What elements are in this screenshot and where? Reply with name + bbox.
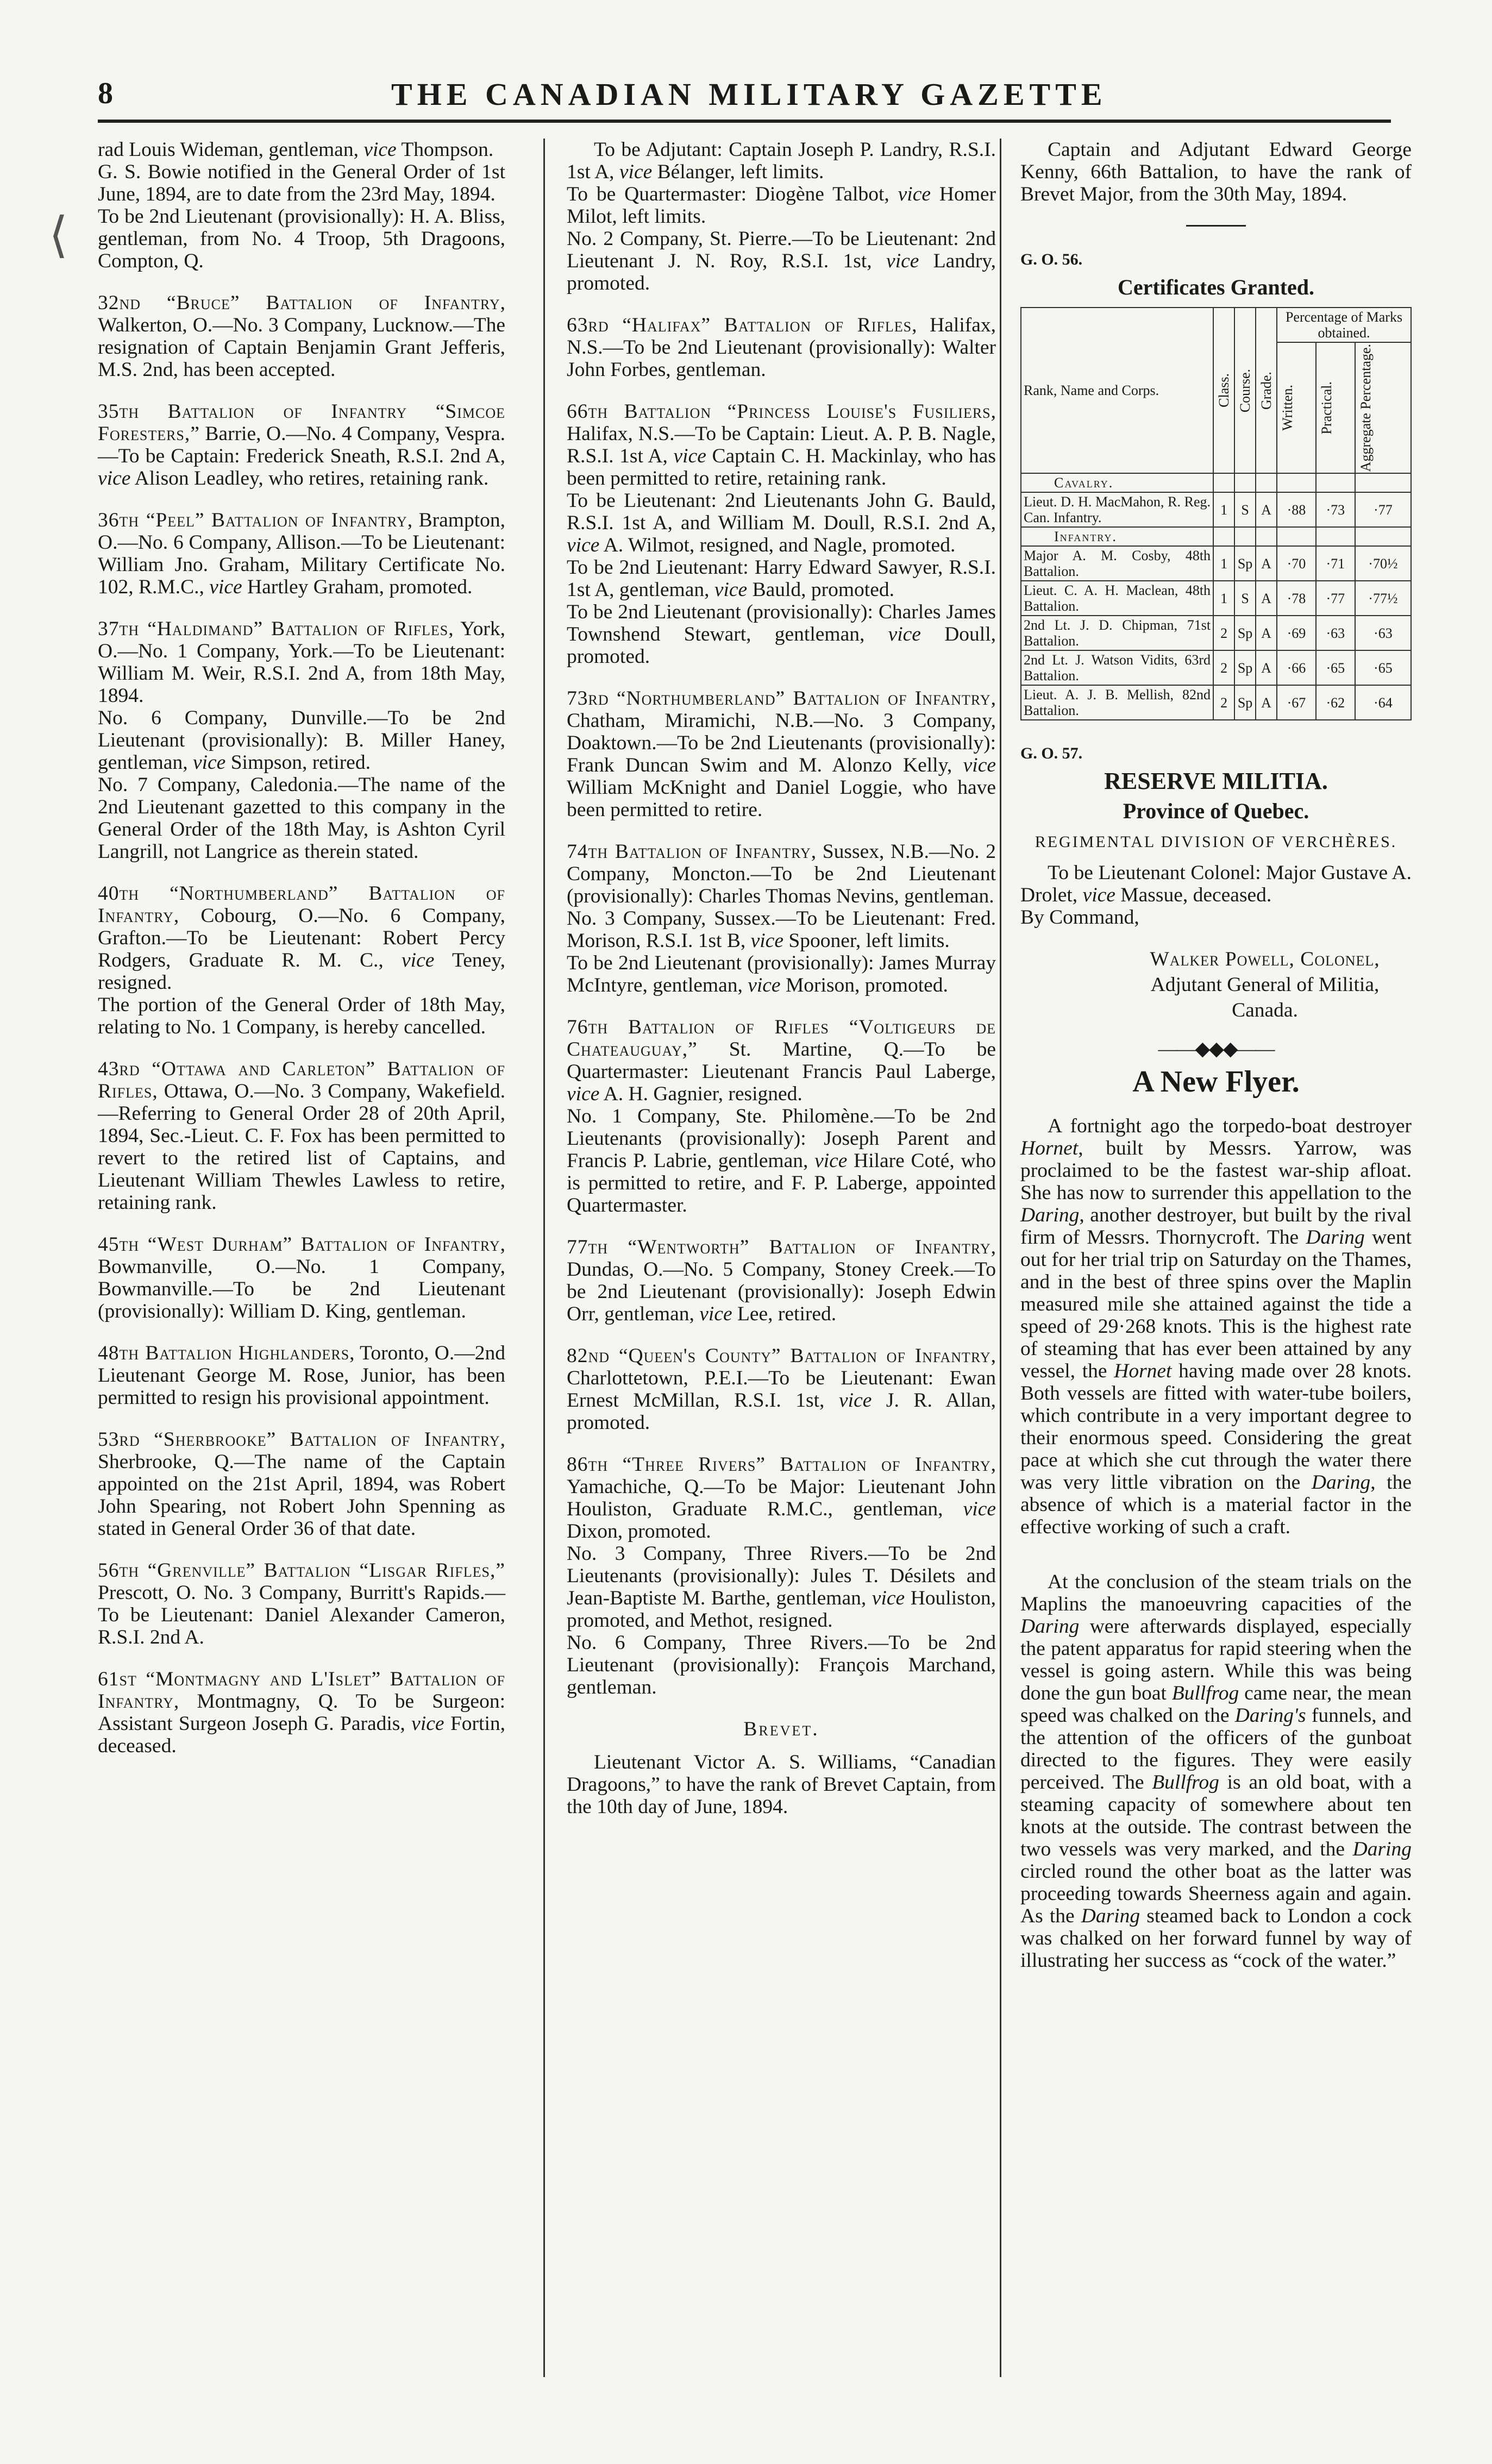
cell-aggregate: ·63 (1355, 616, 1411, 650)
col-header-practical: Practical. (1318, 381, 1334, 435)
col-header-class: Class. (1216, 373, 1232, 408)
certificates-title: Certificates Granted. (1117, 275, 1315, 299)
paragraph: 76th Battalion of Rifles “Voltigeurs de Chateauguay,” St. Martine, Q.—To be Quartermaster: Lieutenant Francis Paul Laberge, vice A. H. Gagnier, resigned. (567, 1016, 996, 1105)
paragraph: The portion of the General Order of 18th May, relating to No. 1 Company, is hereby cancelled. (98, 994, 505, 1038)
cell-course: Sp (1234, 685, 1256, 720)
article-paragraph: A fortnight ago the torpedo-boat destroyer Hornet, built by Messrs. Yarrow, was proclaimed to be the fastest war-ship afloat. She has now to surrender this appellation to the Daring, another destroyer, but built by the rival firm of Messrs. Thornycroft. The Daring went out for her trial trip on Saturday on the Thames, and in the best of three spins over the Maplin measured mile she attained against the tide a speed of 29·268 knots. This is the highest rate of steaming that has ever been attained by any vessel, the Hornet having made over 28 knots. Both vessels are fitted with water-tube boilers, which contribute in a very important degree to their enormous speed. Considering the great pace at which she cut through the water there was very little vibration on the Daring, the absence of which is a material factor in the effective working of such a craft. (1020, 1115, 1412, 1539)
table-row (1021, 581, 1411, 616)
table-row (1021, 546, 1411, 581)
cell-name: 2nd Lt. J. Watson Vidits, 63rd Battalion. (1021, 650, 1213, 685)
cell-class: 1 (1213, 492, 1234, 527)
cell-aggregate: ·77 (1355, 492, 1411, 527)
cell-grade: A (1256, 546, 1277, 581)
by-command: By Command, (1020, 906, 1139, 929)
paragraph: 48th Battalion Highlanders, Toronto, O.—2nd Lieutenant George M. Rose, Junior, has been permitted to resign his provisional appointment. (98, 1342, 505, 1409)
paragraph: 77th “Wentworth” Battalion of Infantry, Dundas, O.—No. 5 Company, Stoney Creek.—To be 2nd Lieutenant (provisionally): Joseph Edwin Orr, gentleman, vice Lee, retired. (567, 1236, 996, 1325)
article-title: A New Flyer. (1132, 1065, 1300, 1099)
cell-written: ·70 (1277, 546, 1316, 581)
cell-class: 2 (1213, 685, 1234, 720)
col-header-written: Written. (1280, 385, 1296, 431)
cell-class: 1 (1213, 546, 1234, 581)
province-title: Province of Quebec. (1123, 799, 1309, 824)
paragraph: No. 3 Company, Sussex.—To be Lieutenant: Fred. Morison, R.S.I. 1st B, vice Spooner, left limits. (567, 907, 996, 952)
paragraph: 73rd “Northumberland” Battalion of Infantry, Chatham, Miramichi, N.B.—No. 3 Company, Doaktown.—To be 2nd Lieutenants (provisionally): Frank Duncan Swim and M. Alonzo Kelly, vice William McKnight and Daniel Loggie, who have been permitted to retire. (567, 687, 996, 821)
column-1 (98, 139, 505, 1777)
cell-written: ·78 (1277, 581, 1316, 616)
paragraph: 74th Battalion of Infantry, Sussex, N.B.—No. 2 Company, Moncton.—To be 2nd Lieutenant (provisionally): Charles Thomas Nevins, gentleman. (567, 841, 996, 907)
col-header-grade: Grade. (1258, 371, 1275, 410)
paragraph: Lieutenant Victor A. S. Williams, “Canadian Dragoons,” to have the rank of Brevet Captain, from the 10th day of June, 1894. (567, 1751, 996, 1818)
paragraph: No. 1 Company, Ste. Philomène.—To be 2nd Lieutenants (provisionally): Joseph Parent and Francis P. Labrie, gentleman, vice Hilare Coté, who is permitted to retire, and F. P. Laberge, appointed Quartermaster. (567, 1105, 996, 1217)
col-header-aggregate: Aggregate Percentage. (1357, 344, 1374, 472)
paragraph: To be 2nd Lieutenant (provisionally): H. A. Bliss, gentleman, from No. 4 Troop, 5th Dragoons, Compton, Q. (98, 205, 505, 272)
article-paragraph: At the conclusion of the steam trials on the Maplins the manoeuvring capacities of the Daring were afterwards displayed, especially the patent apparatus for rapid steering when the vessel is going astern. While this was being done the gun boat Bullfrog came near, the mean speed was chalked on the Daring's funnels, and the attention of the officers of the gunboat directed to the figures. They were easily perceived. The Bullfrog is an old boat, with a steaming capacity of somewhere about ten knots at the outside. The contrast between the two vessels was very marked, and the Daring circled round the other boat as the latter was proceeding towards Sheerness again and again. As the Daring steamed back to London a cock was chalked on her forward funnel by way of illustrating her success as “cock of the water.” (1020, 1571, 1412, 1972)
col-header-rank: Rank, Name and Corps. (1021, 308, 1213, 473)
paragraph: 56th “Grenville” Battalion “Lisgar Rifles,” Prescott, O. No. 3 Company, Burritt's Rapids.—To be Lieutenant: Daniel Alexander Cameron, R.S.I. 2nd A. (98, 1559, 505, 1648)
paragraph: No. 6 Company, Dunville.—To be 2nd Lieutenant (provisionally): B. Miller Haney, gentleman, vice Simpson, retired. (98, 707, 505, 774)
col-header-course: Course. (1237, 368, 1253, 412)
paragraph: 66th Battalion “Princess Louise's Fusiliers, Halifax, N.S.—To be Captain: Lieut. A. P. B. Nagle, R.S.I. 1st A, vice Captain C. H. Mackinlay, who has been permitted to retire, retaining rank. (567, 400, 996, 490)
paragraph: To be 2nd Lieutenant (provisionally): Charles James Townshend Stewart, gentleman, vice Doull, promoted. (567, 601, 996, 668)
paragraph: 43rd “Ottawa and Carleton” Battalion of Rifles, Ottawa, O.—No. 3 Company, Wakefield.—Referring to General Order 28 of 20th April, 1894, Sec.-Lieut. C. F. Fox has been permitted to revert to the retired list of Captains, and Lieutenant William Thewles Lawless to retire, retaining rank. (98, 1058, 505, 1214)
paragraph: 53rd “Sherbrooke” Battalion of Infantry, Sherbrooke, Q.—The name of the Captain appointed on the 21st April, 1894, was Robert John Spearing, not Robert John Spenning as stated in General Order 36 of that date. (98, 1428, 505, 1540)
regimental-division: REGIMENTAL DIVISION OF VERCHÈRES. (1035, 833, 1397, 851)
page-number: 8 (98, 77, 113, 110)
cell-written: ·88 (1277, 492, 1316, 527)
paragraph: G. S. Bowie notified in the General Order of 1st June, 1894, are to date from the 23rd May, 1894. (98, 161, 505, 205)
table-row (1021, 492, 1411, 527)
column-3 (1000, 139, 1412, 2377)
cell-name: Lieut. D. H. MacMahon, R. Reg. Can. Infantry. (1021, 492, 1213, 527)
cell-aggregate: ·70½ (1355, 546, 1411, 581)
cell-written: ·66 (1277, 650, 1316, 685)
signature-place: Canada. (1232, 999, 1298, 1022)
cell-aggregate: ·64 (1355, 685, 1411, 720)
margin-mark: ⟨ (49, 206, 68, 264)
reserve-militia-title: RESERVE MILITIA. (1104, 768, 1328, 795)
paragraph: No. 7 Company, Caledonia.—The name of the 2nd Lieutenant gazetted to this company in the General Order of the 18th May, is Ashton Cyril Langrill, not Langrice as therein stated. (98, 774, 505, 863)
paragraph: 40th “Northumberland” Battalion of Infantry, Cobourg, O.—No. 6 Company, Grafton.—To be Lieutenant: Robert Percy Rodgers, Graduate R. M. C., vice Teney, resigned. (98, 882, 506, 994)
running-title: THE CANADIAN MILITARY GAZETTE (391, 77, 1107, 112)
table-row (1021, 616, 1411, 650)
divider (1186, 225, 1246, 227)
cell-aggregate: ·65 (1355, 650, 1411, 685)
cell-practical: ·73 (1316, 492, 1355, 527)
paragraph: No. 2 Company, St. Pierre.—To be Lieutenant: 2nd Lieutenant J. N. Roy, R.S.I. 1st, vice Landry, promoted. (567, 228, 996, 294)
paragraph: 86th “Three Rivers” Battalion of Infantry, Yamachiche, Q.—To be Major: Lieutenant John Houliston, Graduate R.M.C., gentleman, vice Dixon, promoted. (567, 1453, 996, 1543)
paragraph: rad Louis Wideman, gentleman, vice Thompson. (98, 139, 494, 161)
paragraph: To be Adjutant: Captain Joseph P. Landry, R.S.I. 1st A, vice Bélanger, left limits. (567, 139, 996, 183)
column-2 (543, 139, 996, 2377)
cell-name: 2nd Lt. J. D. Chipman, 71st Battalion. (1021, 616, 1213, 650)
cell-grade: A (1256, 492, 1277, 527)
cell-course: Sp (1234, 616, 1256, 650)
category-cavalry: Cavalry. (1021, 473, 1213, 492)
cell-practical: ·71 (1316, 546, 1355, 581)
cell-grade: A (1256, 650, 1277, 685)
cell-class: 2 (1213, 616, 1234, 650)
cell-course: S (1234, 492, 1256, 527)
cell-practical: ·62 (1316, 685, 1355, 720)
paragraph: To be Quartermaster: Diogène Talbot, vice Homer Milot, left limits. (567, 183, 996, 228)
cell-course: S (1234, 581, 1256, 616)
paragraph: No. 6 Company, Three Rivers.—To be 2nd Lieutenant (provisionally): François Marchand, gentleman. (567, 1632, 996, 1698)
paragraph: Captain and Adjutant Edward George Kenny, 66th Battalion, to have the rank of Brevet Major, from the 30th May, 1894. (1020, 139, 1412, 205)
signature-title: Adjutant General of Militia, (1150, 974, 1380, 996)
paragraph: 45th “West Durham” Battalion of Infantry, Bowmanville, O.—No. 1 Company, Bowmanville.—To be 2nd Lieutenant (provisionally): William D. King, gentleman. (98, 1233, 505, 1322)
paragraph: To be 2nd Lieutenant: Harry Edward Sawyer, R.S.I. 1st A, gentleman, vice Bauld, promoted. (567, 556, 996, 601)
col-header-percentage: Percentage of Marks obtained. (1277, 308, 1411, 342)
paragraph: 35th Battalion of Infantry “Simcoe Foresters,” Barrie, O.—No. 4 Company, Vespra.—To be Captain: Frederick Sneath, R.S.I. 2nd A, vice Alison Leadley, who retires, retaining rank. (98, 400, 505, 490)
table-row (1021, 685, 1411, 720)
cell-practical: ·77 (1316, 581, 1355, 616)
general-order-number: G. O. 57. (1020, 744, 1083, 763)
general-order-number: G. O. 56. (1020, 250, 1083, 268)
cell-grade: A (1256, 685, 1277, 720)
paragraph: 37th “Haldimand” Battalion of Rifles, York, O.—No. 1 Company, York.—To be Lieutenant: William M. Weir, R.S.I. 2nd A, from 18th May, 1894. (98, 618, 505, 707)
cell-name: Lieut. C. A. H. Maclean, 48th Battalion. (1021, 581, 1213, 616)
cell-grade: A (1256, 616, 1277, 650)
paragraph: 63rd “Halifax” Battalion of Rifles, Halifax, N.S.—To be 2nd Lieutenant (provisionally): Walter John Forbes, gentleman. (567, 314, 996, 381)
paragraph: 36th “Peel” Battalion of Infantry, Brampton, O.—No. 6 Company, Allison.—To be Lieutenant: William Jno. Graham, Military Certificate No. 102, R.M.C., vice Hartley Graham, promoted. (98, 509, 505, 598)
ornament-divider: ——◆◆◆—— (1158, 1038, 1274, 1060)
cell-written: ·67 (1277, 685, 1316, 720)
paragraph: 82nd “Queen's County” Battalion of Infantry, Charlottetown, P.E.I.—To be Lieutenant: Ewan Ernest McMillan, R.S.I. 1st, vice J. R. Allan, promoted. (567, 1345, 996, 1434)
cell-aggregate: ·77½ (1355, 581, 1411, 616)
category-infantry: Infantry. (1021, 527, 1213, 546)
cell-grade: A (1256, 581, 1277, 616)
paragraph: To be Lieutenant: 2nd Lieutenants John G. Bauld, R.S.I. 1st A, and William M. Doull, R.S.I. 2nd A, vice A. Wilmot, resigned, and Nagle, promoted. (567, 490, 996, 556)
cell-class: 1 (1213, 581, 1234, 616)
cell-course: Sp (1234, 546, 1256, 581)
table-row (1021, 650, 1411, 685)
paragraph: 32nd “Bruce” Battalion of Infantry, Walkerton, O.—No. 3 Company, Lucknow.—The resignation of Captain Benjamin Grant Jefferis, M.S. 2nd, has been accepted. (98, 292, 505, 381)
cell-class: 2 (1213, 650, 1234, 685)
cell-written: ·69 (1277, 616, 1316, 650)
certificates-table (1020, 307, 1412, 720)
paragraph: No. 3 Company, Three Rivers.—To be 2nd Lieutenants (provisionally): Jules T. Désilets and Jean-Baptiste M. Barthe, gentleman, vice Houliston, promoted, and Methot, resigned. (567, 1543, 996, 1632)
cell-course: Sp (1234, 650, 1256, 685)
cell-name: Major A. M. Cosby, 48th Battalion. (1021, 546, 1213, 581)
brevet-heading: Brevet. (743, 1718, 819, 1740)
cell-practical: ·65 (1316, 650, 1355, 685)
cell-name: Lieut. A. J. B. Mellish, 82nd Battalion. (1021, 685, 1213, 720)
paragraph: 61st “Montmagny and L'Islet” Battalion of Infantry, Montmagny, Q. To be Surgeon: Assistant Surgeon Joseph G. Paradis, vice Fortin, deceased. (98, 1668, 505, 1757)
paragraph: To be Lieutenant Colonel: Major Gustave A. Drolet, vice Massue, deceased. (1020, 862, 1412, 907)
cell-practical: ·63 (1316, 616, 1355, 650)
paragraph: To be 2nd Lieutenant (provisionally): James Murray McIntyre, gentleman, vice Morison, promoted. (567, 952, 996, 996)
page-header (98, 76, 1391, 123)
signature-name: Walker Powell, Colonel, (1150, 948, 1380, 971)
